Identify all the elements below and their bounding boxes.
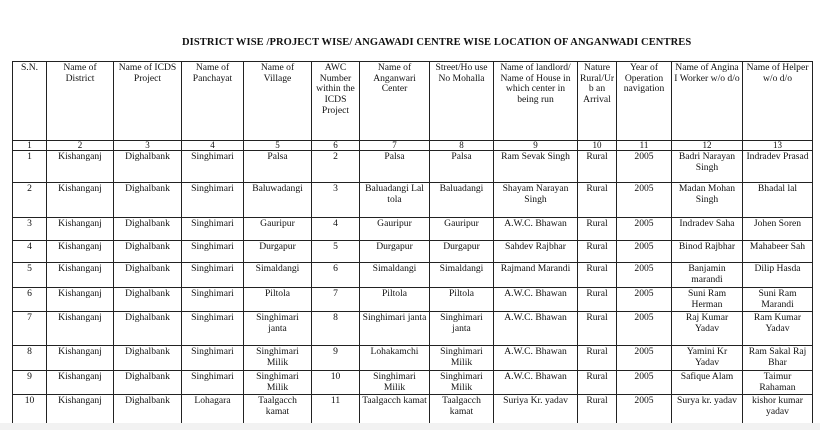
awc-number-cell: 9 xyxy=(312,346,360,370)
year-cell: 2005 xyxy=(617,288,672,312)
helper-cell: kishor kumar yadav xyxy=(743,395,813,430)
project-cell: Dighalbank xyxy=(114,218,182,241)
year-cell: 2005 xyxy=(617,183,672,218)
nature-cell: Rural xyxy=(578,241,617,263)
column-number: 5 xyxy=(244,141,312,151)
landlord-cell: Suriya Kr. yadav xyxy=(494,395,578,430)
year-cell: 2005 xyxy=(617,151,672,183)
project-cell: Dighalbank xyxy=(114,263,182,288)
village-cell: Palsa xyxy=(244,151,312,183)
panchayat-cell: Singhimari xyxy=(182,346,244,370)
sn-cell: 10 xyxy=(13,395,47,430)
column-number: 8 xyxy=(430,141,494,151)
center-name-cell: Gauripur xyxy=(360,218,430,241)
street-cell: Singhimari Milik xyxy=(430,370,494,394)
awc-number-cell: 4 xyxy=(312,218,360,241)
district-cell: Kishanganj xyxy=(47,218,114,241)
panchayat-cell: Singhimari xyxy=(182,288,244,312)
panchayat-cell: Singhimari xyxy=(182,263,244,288)
column-header: Name of Helper w/o d/o xyxy=(743,62,813,141)
village-cell: Durgapur xyxy=(244,241,312,263)
helper-cell: Suni Ram Marandi xyxy=(743,288,813,312)
worker-cell: Suni Ram Herman xyxy=(672,288,743,312)
worker-cell: Madan Mohan Singh xyxy=(672,183,743,218)
column-header: S.N. xyxy=(13,62,47,141)
landlord-cell: A.W.C. Bhawan xyxy=(494,288,578,312)
nature-cell: Rural xyxy=(578,346,617,370)
column-number: 1 xyxy=(13,141,47,151)
nature-cell: Rural xyxy=(578,263,617,288)
center-name-cell: Baluadangi Lal tola xyxy=(360,183,430,218)
year-cell: 2005 xyxy=(617,218,672,241)
worker-cell: Safique Alam xyxy=(672,370,743,394)
panchayat-cell: Singhimari xyxy=(182,183,244,218)
worker-cell: Raj Kumar Yadav xyxy=(672,312,743,346)
landlord-cell: A.W.C. Bhawan xyxy=(494,370,578,394)
landlord-cell: Rajmand Marandi xyxy=(494,263,578,288)
helper-cell: Ram Sakal Raj Bhar xyxy=(743,346,813,370)
project-cell: Dighalbank xyxy=(114,346,182,370)
column-header: Name of Anganwari Center xyxy=(360,62,430,141)
street-cell: Singhimari Milik xyxy=(430,346,494,370)
worker-cell: Banjamin marandi xyxy=(672,263,743,288)
column-header: Year of Operation navigation xyxy=(617,62,672,141)
street-cell: Singhimari janta xyxy=(430,312,494,346)
district-cell: Kishanganj xyxy=(47,151,114,183)
landlord-cell: Sahdev Rajbhar xyxy=(494,241,578,263)
nature-cell: Rural xyxy=(578,183,617,218)
project-cell: Dighalbank xyxy=(114,183,182,218)
table-row xyxy=(13,312,813,346)
landlord-cell: A.W.C. Bhawan xyxy=(494,218,578,241)
village-cell: Singhimari Milik xyxy=(244,370,312,394)
district-cell: Kishanganj xyxy=(47,312,114,346)
street-cell: Piltola xyxy=(430,288,494,312)
column-number: 3 xyxy=(114,141,182,151)
sn-cell: 7 xyxy=(13,312,47,346)
street-cell: Baluadangi xyxy=(430,183,494,218)
column-number: 6 xyxy=(312,141,360,151)
sn-cell: 5 xyxy=(13,263,47,288)
table-row xyxy=(13,241,813,263)
district-cell: Kishanganj xyxy=(47,263,114,288)
project-cell: Dighalbank xyxy=(114,151,182,183)
nature-cell: Rural xyxy=(578,151,617,183)
worker-cell: Indradev Saha xyxy=(672,218,743,241)
page-title: DISTRICT WISE /PROJECT WISE/ ANGAWADI CENTRE WISE LOCATION OF ANGANWADI CENTRES xyxy=(182,37,692,48)
worker-cell: Binod Rajbhar xyxy=(672,241,743,263)
village-cell: Baluwadangi xyxy=(244,183,312,218)
landlord-cell: Ram Sevak Singh xyxy=(494,151,578,183)
year-cell: 2005 xyxy=(617,263,672,288)
sn-cell: 1 xyxy=(13,151,47,183)
year-cell: 2005 xyxy=(617,346,672,370)
street-cell: Simaldangi xyxy=(430,263,494,288)
year-cell: 2005 xyxy=(617,395,672,430)
project-cell: Dighalbank xyxy=(114,241,182,263)
awc-number-cell: 11 xyxy=(312,395,360,430)
table-row xyxy=(13,263,813,288)
year-cell: 2005 xyxy=(617,241,672,263)
table-row xyxy=(13,151,813,183)
sn-cell: 4 xyxy=(13,241,47,263)
district-cell: Kishanganj xyxy=(47,370,114,394)
helper-cell: Bhadal lal xyxy=(743,183,813,218)
panchayat-cell: Singhimari xyxy=(182,241,244,263)
table-row xyxy=(13,218,813,241)
anganwadi-table xyxy=(12,61,813,430)
column-header: Nature Rural/Ur b an Arrival xyxy=(578,62,617,141)
panchayat-cell: Singhimari xyxy=(182,370,244,394)
street-cell: Gauripur xyxy=(430,218,494,241)
center-name-cell: Singhimari Milik xyxy=(360,370,430,394)
awc-number-cell: 8 xyxy=(312,312,360,346)
landlord-cell: A.W.C. Bhawan xyxy=(494,346,578,370)
project-cell: Dighalbank xyxy=(114,312,182,346)
panchayat-cell: Singhimari xyxy=(182,151,244,183)
page-bottom-stripe xyxy=(0,423,820,430)
sn-cell: 8 xyxy=(13,346,47,370)
village-cell: Singhimari janta xyxy=(244,312,312,346)
awc-number-cell: 7 xyxy=(312,288,360,312)
awc-number-cell: 5 xyxy=(312,241,360,263)
helper-cell: Dilip Hasda xyxy=(743,263,813,288)
column-number: 4 xyxy=(182,141,244,151)
sn-cell: 6 xyxy=(13,288,47,312)
column-number-row xyxy=(13,141,813,151)
helper-cell: Mahabeer Sah xyxy=(743,241,813,263)
column-header: Name of ICDS Project xyxy=(114,62,182,141)
awc-number-cell: 3 xyxy=(312,183,360,218)
village-cell: Singhimari Milik xyxy=(244,346,312,370)
center-name-cell: Lohakamchi xyxy=(360,346,430,370)
table-row xyxy=(13,183,813,218)
nature-cell: Rural xyxy=(578,370,617,394)
project-cell: Dighalbank xyxy=(114,370,182,394)
landlord-cell: A.W.C. Bhawan xyxy=(494,312,578,346)
nature-cell: Rural xyxy=(578,312,617,346)
panchayat-cell: Singhimari xyxy=(182,312,244,346)
worker-cell: Badri Narayan Singh xyxy=(672,151,743,183)
table-row xyxy=(13,346,813,370)
column-number: 12 xyxy=(672,141,743,151)
village-cell: Simaldangi xyxy=(244,263,312,288)
center-name-cell: Piltola xyxy=(360,288,430,312)
column-header: Name of Angina I Worker w/o d/o xyxy=(672,62,743,141)
village-cell: Piltola xyxy=(244,288,312,312)
helper-cell: Johen Soren xyxy=(743,218,813,241)
panchayat-cell: Singhimari xyxy=(182,218,244,241)
center-name-cell: Palsa xyxy=(360,151,430,183)
column-header: Name of District xyxy=(47,62,114,141)
worker-cell: Yamini Kr Yadav xyxy=(672,346,743,370)
nature-cell: Rural xyxy=(578,288,617,312)
center-name-cell: Durgapur xyxy=(360,241,430,263)
district-cell: Kishanganj xyxy=(47,395,114,430)
project-cell: Dighalbank xyxy=(114,395,182,430)
sn-cell: 2 xyxy=(13,183,47,218)
column-number: 10 xyxy=(578,141,617,151)
table-row xyxy=(13,370,813,394)
column-header: Name of Panchayat xyxy=(182,62,244,141)
column-header: Name of Village xyxy=(244,62,312,141)
project-cell: Dighalbank xyxy=(114,288,182,312)
sn-cell: 9 xyxy=(13,370,47,394)
village-cell: Taalgacch kamat xyxy=(244,395,312,430)
district-cell: Kishanganj xyxy=(47,288,114,312)
district-cell: Kishanganj xyxy=(47,346,114,370)
awc-number-cell: 2 xyxy=(312,151,360,183)
nature-cell: Rural xyxy=(578,218,617,241)
column-header: Street/Ho use No Mohalla xyxy=(430,62,494,141)
awc-number-cell: 6 xyxy=(312,263,360,288)
sn-cell: 3 xyxy=(13,218,47,241)
district-cell: Kishanganj xyxy=(47,183,114,218)
worker-cell: Surya kr. yadav xyxy=(672,395,743,430)
year-cell: 2005 xyxy=(617,370,672,394)
village-cell: Gauripur xyxy=(244,218,312,241)
awc-number-cell: 10 xyxy=(312,370,360,394)
helper-cell: Indradev Prasad xyxy=(743,151,813,183)
center-name-cell: Taalgacch kamat xyxy=(360,395,430,430)
center-name-cell: Simaldangi xyxy=(360,263,430,288)
column-number: 13 xyxy=(743,141,813,151)
panchayat-cell: Lohagara xyxy=(182,395,244,430)
district-cell: Kishanganj xyxy=(47,241,114,263)
nature-cell: Rural xyxy=(578,395,617,430)
column-header: AWC Number within the ICDS Project xyxy=(312,62,360,141)
column-header: Name of landlord/ Name of House in which center in being run xyxy=(494,62,578,141)
table-row xyxy=(13,288,813,312)
center-name-cell: Singhimari janta xyxy=(360,312,430,346)
column-number: 9 xyxy=(494,141,578,151)
helper-cell: Ram Kumar Yadav xyxy=(743,312,813,346)
column-number: 11 xyxy=(617,141,672,151)
street-cell: Taalgacch kamat xyxy=(430,395,494,430)
landlord-cell: Shayam Narayan Singh xyxy=(494,183,578,218)
street-cell: Durgapur xyxy=(430,241,494,263)
street-cell: Palsa xyxy=(430,151,494,183)
header-row xyxy=(13,62,813,141)
column-number: 2 xyxy=(47,141,114,151)
helper-cell: Taimur Rahaman xyxy=(743,370,813,394)
year-cell: 2005 xyxy=(617,312,672,346)
column-number: 7 xyxy=(360,141,430,151)
